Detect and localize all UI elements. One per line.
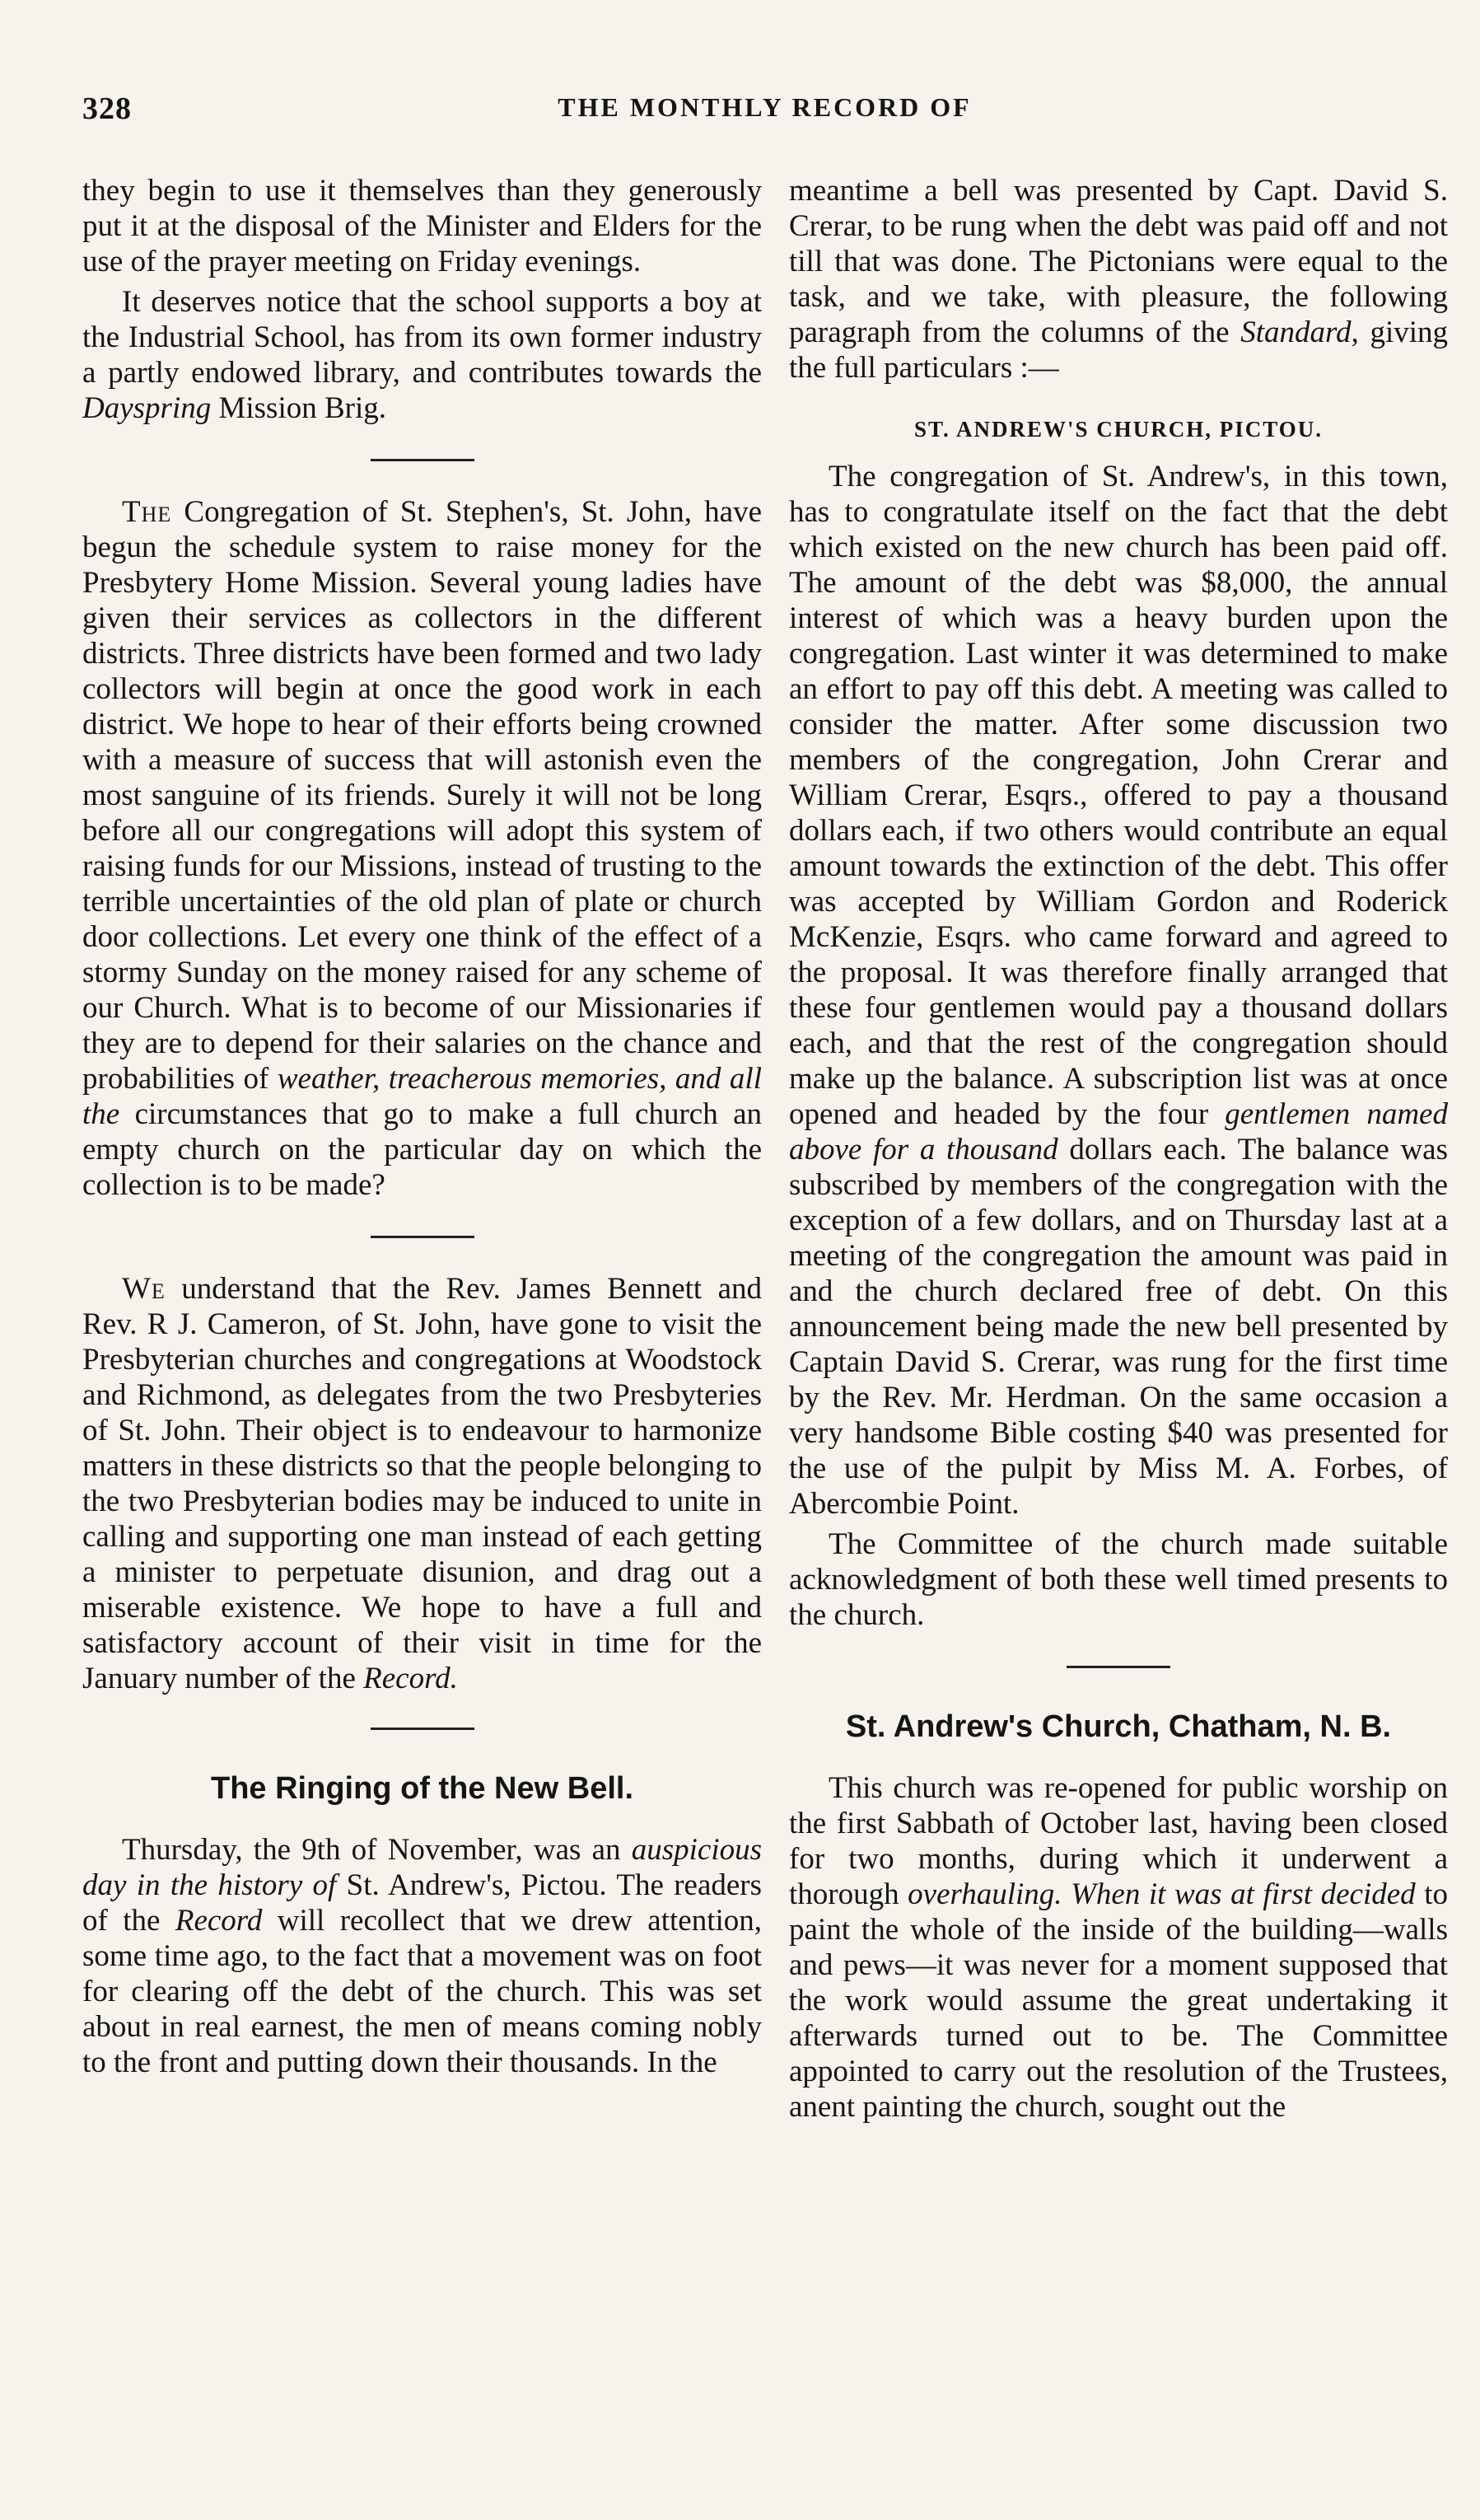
running-head (82, 91, 1414, 140)
paragraph-text: giving the full particulars :— (789, 316, 1449, 385)
paragraph-text: Thursday, the 9th of November, was an (122, 1833, 621, 1867)
publication-name: Standard, (1240, 316, 1359, 349)
paragraph-text: will recollect that we drew attention, some time ago, to the fact that a movement was on foot for clearing off the debt of the church. This was set about in real earnest, the men of means coming nobly to the front and putting down their thousands. In the (82, 1904, 763, 2079)
paragraph-continuation (82, 173, 762, 279)
right-column (789, 173, 1448, 2130)
emphasis-text: weather, treacherous memories, and all the (82, 1062, 762, 1131)
paragraph-school (82, 284, 762, 426)
paragraph-text: they begin to use it themselves than they generously put it at the disposal of the Minister and Elders for the use of the prayer meeting on Friday evenings. (82, 174, 762, 278)
lead-word: We (122, 1272, 166, 1306)
paragraph-committee (789, 1526, 1448, 1633)
paragraph-text: St. Andrew's, Pictou. The readers of the (82, 1868, 763, 1938)
paragraph-new-bell (82, 1832, 762, 2080)
publication-name: Record. (363, 1662, 458, 1695)
paragraph-text: This church was re-opened for public worship on the first Sabbath of October last, having been closed for two months, during which it underwent a thorough (789, 1771, 1448, 1911)
emphasis-text: overhauling. When it was at first decided (908, 1877, 1416, 1911)
paragraph-text: dollars each. The balance was subscribed by members of the congregation with the exception of a few dollars, and on Thursday last at a meeting of the congregation the amount was paid in and the church declared free of debt. On this announcement being made the new bell presented by Captain David S. Crerar, was rung for the first time by the Rev. Mr. Herdman. On the same occasion a very handsome Bible costing $40 was presented for the use of the pulpit by Miss M. A. Forbes, of Abercombie Point. (789, 1133, 1448, 1521)
paragraph-text: The congregation of St. Andrew's, in this town, has to congratulate itself on the fact that the debt which existed on the new church has been paid off. The amount of the debt was $8,000, the annual interest of which was a heavy burden upon the congregation. Last winter it was determined to make an effort to pay off this debt. A meeting was called to consider the matter. After some discussion two members of the congregation, John Crerar and William Crerar, Esqrs., offered to pay a thousand dollars each, if two others would contribute an equal amount towards the extinction of the debt. This offer was accepted by William Gordon and Roderick McKenzie, Esqrs. who came forward and agreed to the proposal. It was therefore finally arranged that these four gentlemen would pay a thousand dollars each, and that the rest of the congregation should make up the balance. A subscription list was at once opened and headed by the four (789, 460, 1448, 1131)
publication-name: Record (175, 1904, 263, 1938)
paragraph-delegates (82, 1271, 762, 1696)
page-number: 328 (82, 91, 132, 126)
section-divider (371, 459, 474, 461)
paragraph-text: The Committee of the church made suitable acknowledgment of both these well timed presents to the church. (789, 1527, 1448, 1632)
lead-word: The (122, 495, 172, 529)
paragraph-pictou-debt (789, 459, 1448, 1522)
section-divider (371, 1236, 474, 1238)
section-title-new-bell: The Ringing of the New Bell. (211, 1771, 633, 1806)
paragraph-text: It deserves notice that the school supports a boy at the Industrial School, has from its own former industry a partly endowed library, and contributes towards the (82, 285, 762, 390)
journal-title: THE MONTHLY RECORD OF (558, 92, 972, 122)
paragraph-continuation (789, 173, 1448, 386)
left-column (82, 173, 762, 2085)
paragraph-chatham (789, 1770, 1448, 2125)
ship-name: Dayspring (82, 391, 212, 425)
paragraph-st-stephens (82, 494, 762, 1203)
section-divider (1067, 1666, 1170, 1668)
paragraph-text: to paint the whole of the inside of the building—walls and pews—it was never for a moment supposed that the work would assume the great undertaking it afterwards turned out to be. The Committee appointed to carry out the resolution of the Trustees, anent painting the church, sought out the (789, 1877, 1448, 2124)
sub-heading-pictou: ST. ANDREW'S CHURCH, PICTOU. (913, 417, 1324, 442)
emphasis-text: gentlemen named above for a thousand (789, 1097, 1448, 1166)
section-title-chatham: St. Andrew's Church, Chatham, N. B. (845, 1709, 1392, 1744)
section-divider (371, 1728, 474, 1730)
paragraph-text: meantime a bell was presented by Capt. David S. Crerar, to be rung when the debt was paid off and not till that was done. The Pictonians were equal to the task, and we take, with pleasure, the following paragraph from the columns of the (789, 174, 1448, 349)
paragraph-text: circumstances that go to make a full church an empty church on the particular day on which the collection is to be made? (82, 1097, 762, 1202)
paragraph-text: Congregation of St. Stephen's, St. John, have begun the schedule system to raise money for the Presbytery Home Mission. Several young ladies have given their services as collectors in the different districts. Three districts have been formed and two lady collectors will begin at once the good work in each district. We hope to hear of their efforts being crowned with a measure of success that will astonish even the most sanguine of its friends. Surely it will not be long before all our congregations will adopt this system of raising funds for our Missions, instead of trusting to the terrible uncertainties of the old plan of plate or church door collections. Let every one think of the effect of a stormy Sunday on the money raised for any scheme of our Church. What is to become of our Missionaries if they are to depend for their salaries on the chance and probabilities of (82, 495, 763, 1096)
paragraph-text: understand that the Rev. James Bennett and Rev. R J. Cameron, of St. John, have gone to visit the Presbyterian churches and congregations at Woodstock and Richmond, as delegates from the two Presbyteries of St. John. Their object is to endeavour to harmonize matters in these districts so that the people belonging to the two Presbyterian bodies may be induced to unite in calling and supporting one man instead of each getting a minister to perpetuate disunion, and drag out a miserable existence. We hope to have a full and satisfactory account of their visit in time for the January number of the (82, 1272, 763, 1695)
paragraph-text: Mission Brig. (218, 391, 387, 425)
emphasis-text: auspicious day in the history of (82, 1833, 762, 1902)
